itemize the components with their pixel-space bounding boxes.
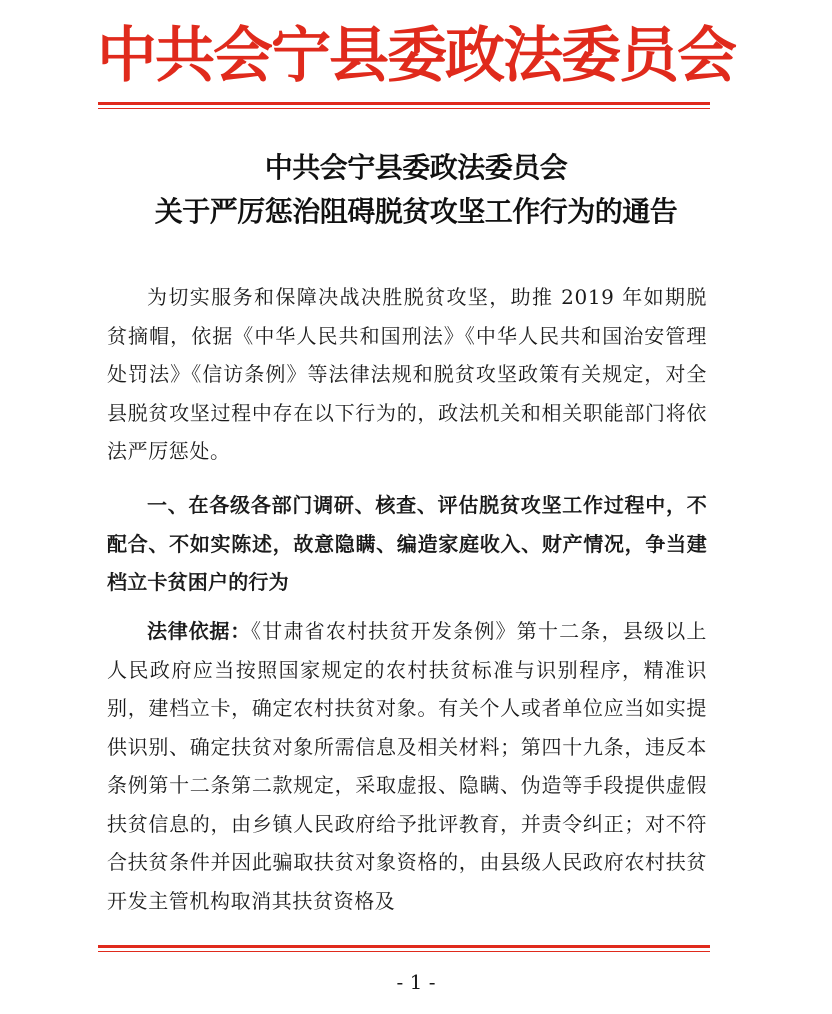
masthead-rule-thick bbox=[98, 102, 710, 105]
masthead-rule-thin bbox=[98, 108, 710, 109]
legal-basis-paragraph bbox=[107, 612, 707, 920]
notice-title-line-2: 关于严厉惩治阻碍脱贫攻坚工作行为的通告 bbox=[154, 195, 678, 228]
footer-rule-thin bbox=[98, 951, 710, 952]
section-1-heading: 一、在各级各部门调研、核查、评估脱贫攻坚工作过程中，不配合、不如实陈述，故意隐瞒、编造家庭收入、财产情况，争当建档立卡贫困户的行为 bbox=[107, 493, 707, 594]
page-number: - 1 - bbox=[396, 970, 436, 994]
notice-title-line-1: 中共会宁县委政法委员会 bbox=[264, 151, 568, 184]
document-masthead: 中共会宁县委政法委员会 bbox=[97, 21, 735, 91]
intro-paragraph: 为切实服务和保障决战决胜脱贫攻坚，助推 2019 年如期脱贫摘帽，依据《中华人民共和国刑法》《中华人民共和国治安管理处罚法》《信访条例》等法律法规和脱贫攻坚政策有关规定，对全县脱贫攻坚过程中存在以下行为的，政法机关和相关职能部门将依法严厉惩处。 bbox=[107, 285, 707, 463]
legal-basis-label: 法律依据： bbox=[147, 619, 252, 643]
legal-basis-text: 《甘肃省农村扶贫开发条例》第十二条，县级以上人民政府应当按照国家规定的农村扶贫标准与识别程序，精准识别，建档立卡，确定农村扶贫对象。有关个人或者单位应当如实提供识别、确定扶贫对象所需信息及相关材料；第四十九条，违反本条例第十二条第二款规定，采取虚报、隐瞒、伪造等手段提供虚假扶贫信息的，由乡镇人民政府给予批评教育，并责令纠正；对不符合扶贫条件并因此骗取扶贫对象资格的，由县级人民政府农村扶贫开发主管机构取消其扶贫资格及 bbox=[107, 619, 708, 913]
footer-rule-thick bbox=[98, 945, 710, 948]
